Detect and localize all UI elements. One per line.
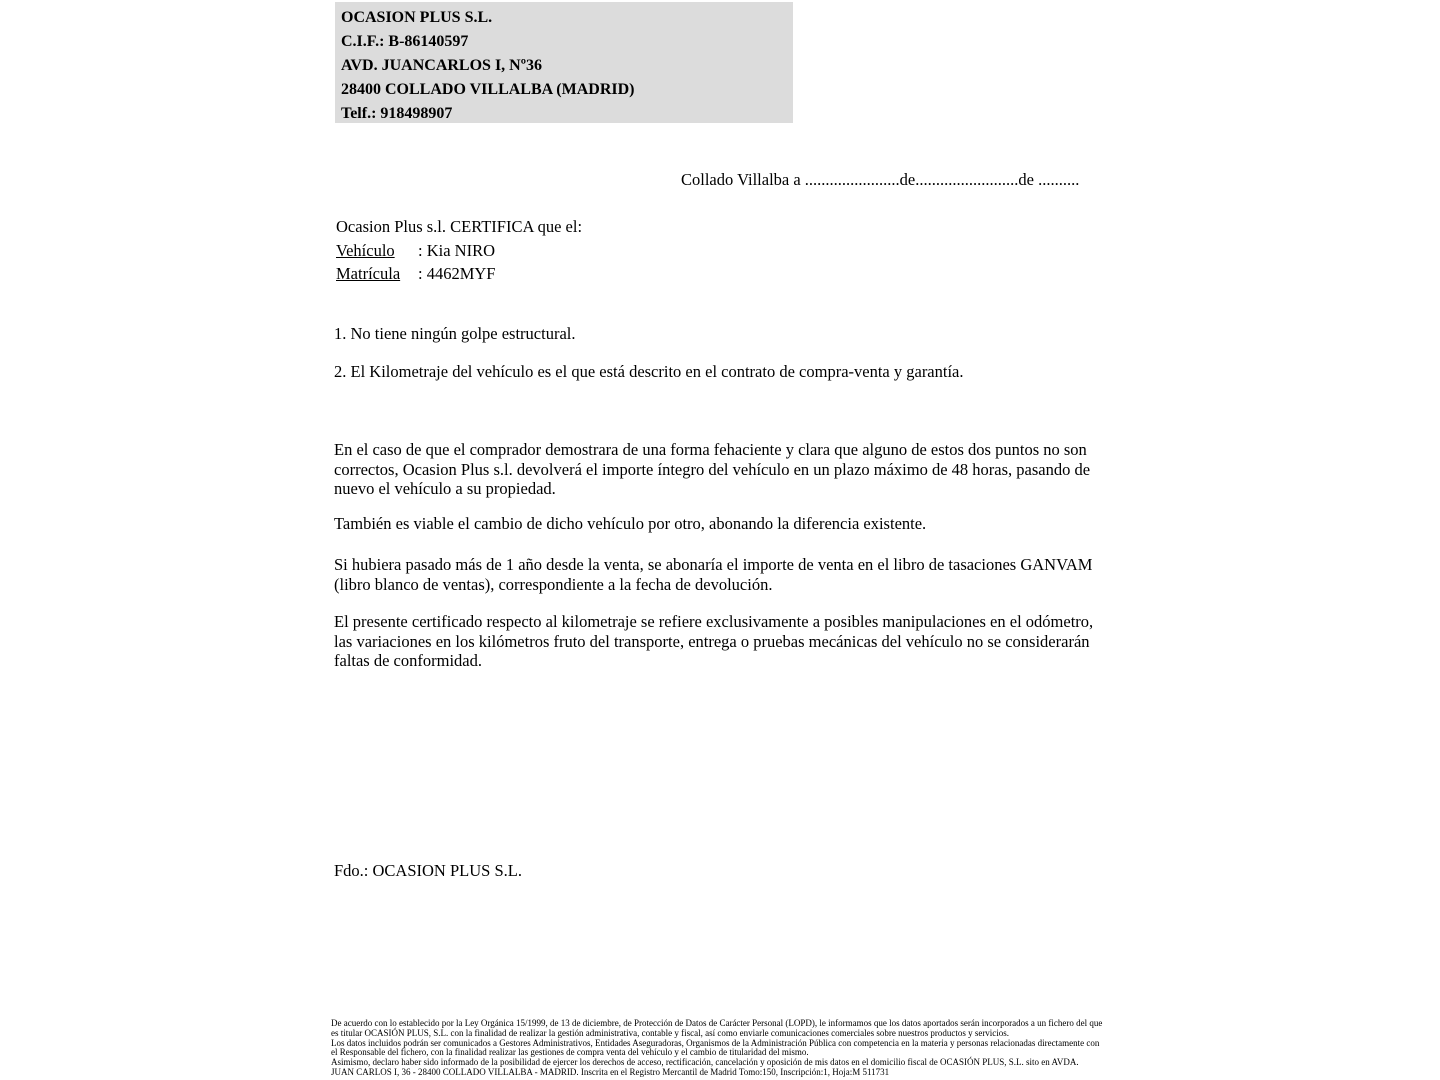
legal-footer [331, 1019, 1103, 1078]
paragraph-refund: En el caso de que el comprador demostrara de una forma fehaciente y clara que alguno de estos dos puntos no son correctos, Ocasion Plus s.l. devolverá el importe íntegro del vehículo en un plazo máximo de 48 horas, pasando de nuevo el vehículo a su propiedad. [334, 440, 1091, 499]
plate-label: Matrícula [336, 264, 401, 283]
condition-point-1: 1. No tiene ningún golpe estructural. [334, 324, 576, 343]
paragraph-exchange: También es viable el cambio de dicho vehículo por otro, abonando la diferencia existente. [334, 514, 927, 533]
date-line: Collado Villalba a .......................de.........................de .......... [681, 170, 1080, 189]
company-address: AVD. JUANCARLOS I, Nº36 [341, 57, 543, 74]
vehicle-row [336, 239, 582, 263]
company-city: 28400 COLLADO VILLALBA (MADRID) [341, 81, 635, 98]
paragraph-odometer: El presente certificado respecto al kilometraje se refiere exclusivamente a posibles manipulaciones en el odómetro, las variaciones en los kilómetros fruto del transporte, entrega o pruebas mecánicas del vehículo no se considerarán faltas de conformidad. [334, 612, 1094, 671]
vehicle-value: : Kia NIRO [418, 240, 495, 260]
company-name: OCASION PLUS S.L. [341, 9, 493, 26]
legal-paragraph-data-sharing: Los datos incluidos podrán ser comunicados a Gestores Administrativos, Entidades Aseguradoras, Organismos de la Administración Pública con competencia en la materia y personas relacionadas directamente con el Responsable del fichero, con la finalidad realizar las gestiones de compra venta del vehículo y el cambio de titularidad del mismo. [331, 1037, 1100, 1058]
signature-line: Fdo.: OCASION PLUS S.L. [334, 861, 522, 880]
paragraph-ganvam: Si hubiera pasado más de 1 año desde la venta, se abonaría el importe de venta en el libro de tasaciones GANVAM (libro blanco de ventas), correspondiente a la fecha de devolución. [334, 555, 1093, 594]
company-header [335, 2, 793, 123]
vehicle-label: Vehículo [336, 240, 395, 260]
company-phone: Telf.: 918498907 [341, 105, 453, 122]
condition-point-2: 2. El Kilometraje del vehículo es el que está descrito en el contrato de compra-venta y garantía. [334, 362, 964, 381]
plate-row [336, 262, 582, 286]
legal-paragraph-lopd: De acuerdo con lo establecido por la Ley Orgánica 15/1999, de 13 de diciembre, de Protección de Datos de Carácter Personal (LOPD), le informamos que los datos aportados serán incorporados a un fichero del que es titular OCASIÓN PLUS, S.L. con la finalidad de realizar la gestión administrativa, contable y fiscal, así como enviarle comunicaciones comerciales sobre nuestros productos y servicios. [331, 1018, 1103, 1038]
legal-paragraph-rights: Asimismo, declaro haber sido informado de la posibilidad de ejercer los derechos de acceso, rectificación, cancelación y oposición de mis datos en el domicilio fiscal de OCASIÓN PLUS, S.L. sito en AVDA. JUAN CARLOS I, 36 - 28400 COLLADO VILLALBA - MADRID. Inscrita en el Registro Mercantil de Madrid Tomo:150, Inscripción:1, Hoja:M 511731 [331, 1057, 1079, 1077]
certify-intro: Ocasion Plus s.l. CERTIFICA que el: [336, 217, 583, 236]
certify-block [336, 215, 582, 286]
plate-value: : 4462MYF [418, 264, 496, 283]
company-cif: C.I.F.: B-86140597 [341, 33, 469, 50]
